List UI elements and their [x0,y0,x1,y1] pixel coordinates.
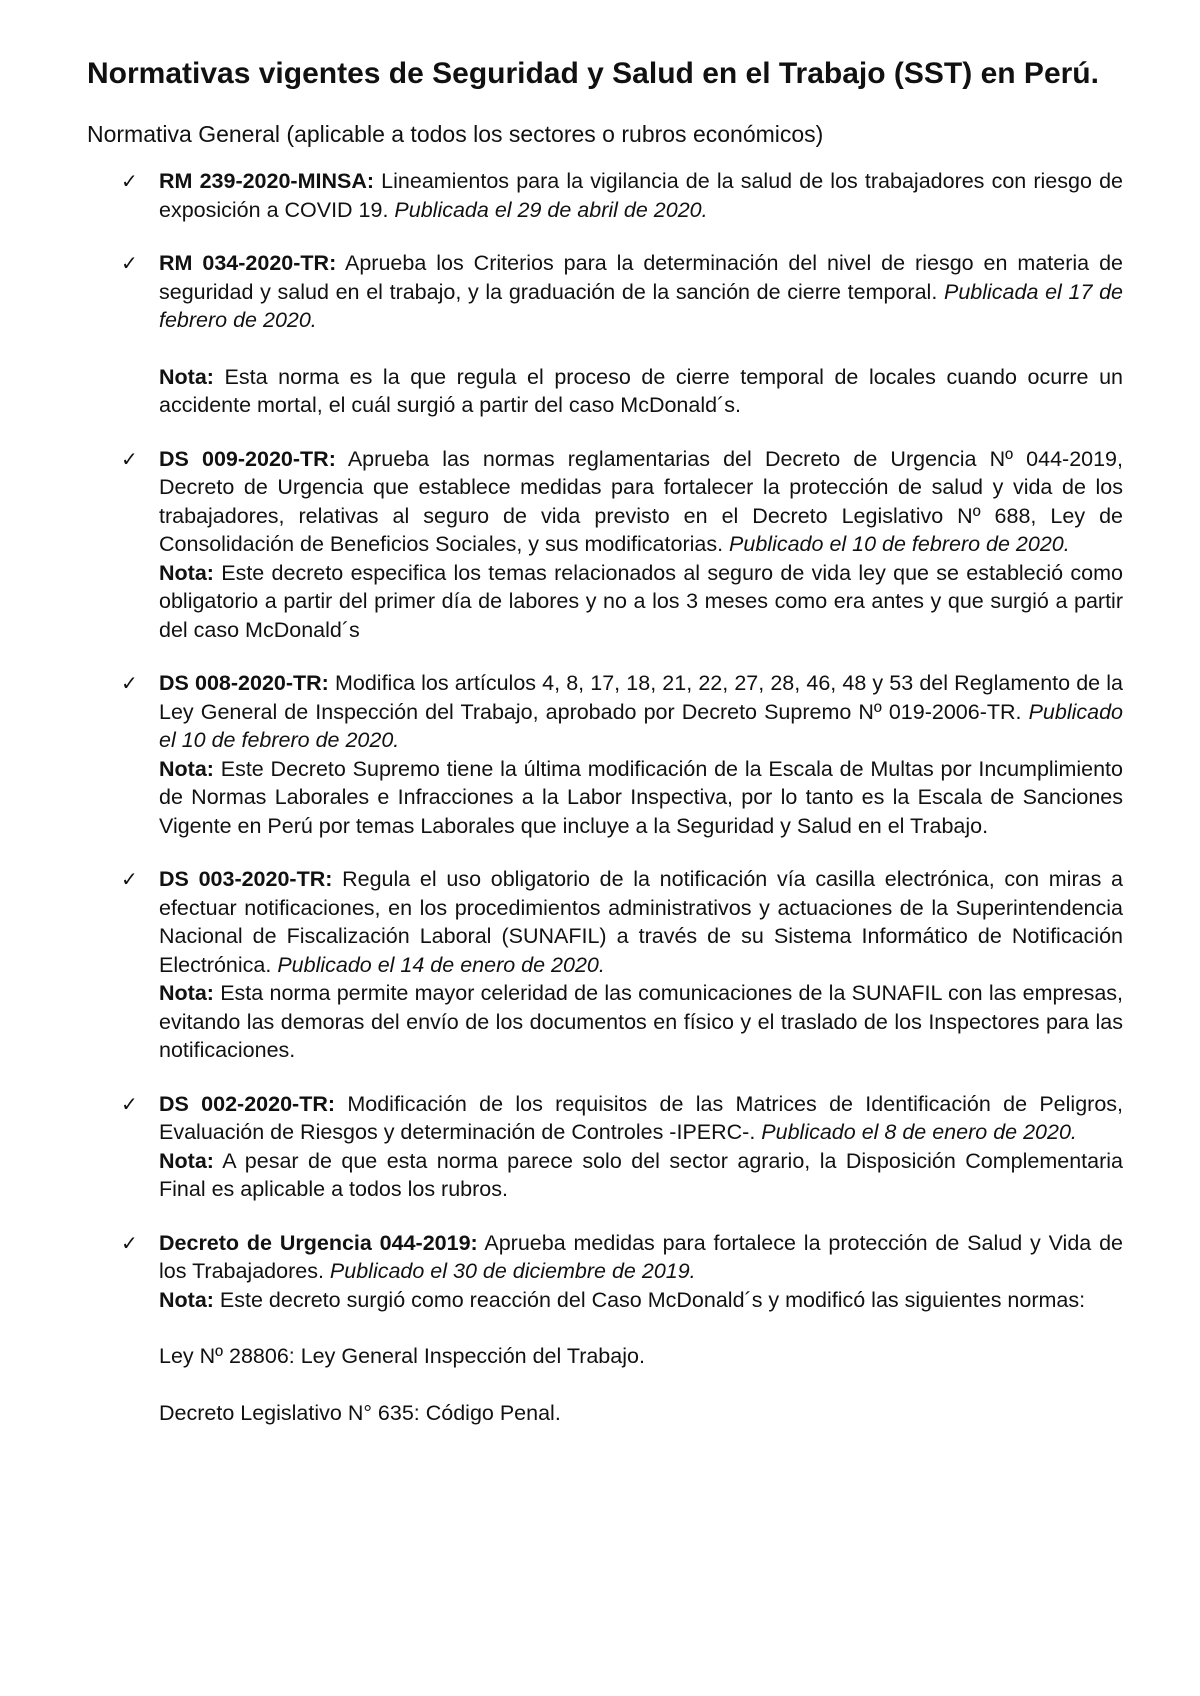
regulation-description [159,1090,1123,1147]
regulation-code: DS 009-2020-TR: [159,446,336,471]
regulation-item [87,1229,1123,1428]
regulation-description [159,865,1123,979]
regulation-note [159,1286,1123,1315]
publication-date: Publicado el 10 de febrero de 2020. [159,699,1123,752]
publication-date: Publicado el 14 de enero de 2020. [277,952,605,977]
regulation-item [87,669,1123,840]
regulation-description [159,249,1123,335]
note-label: Nota: [159,560,214,585]
regulation-note [159,1147,1123,1204]
note-text: Este Decreto Supremo tiene la última modificación de la Escala de Multas por Incumplimiento de Normas Laborales e Infracciones a la Labor Inspectiva, por lo tanto es la Escala de Sanciones Vigente en Perú por temas Laborales que incluye a la Seguridad y Salud en el Trabajo. [159,756,1123,838]
check-icon: ✓ [121,1091,138,1116]
note-text: Esta norma permite mayor celeridad de las comunicaciones de la SUNAFIL con las empresas, evitando las demoras del envío de los documentos en físico y el traslado de los Inspectores para las notificaciones. [159,981,1123,1062]
regulation-description [159,669,1123,755]
regulation-item [87,249,1123,420]
publication-date: Publicada el 29 de abril de 2020. [394,197,708,222]
regulation-list [87,167,1123,1427]
regulation-code: DS 003-2020-TR: [159,867,333,891]
note-text: A pesar de que esta norma parece solo del sector agrario, la Disposición Complementaria Final es aplicable a todos los rubros. [159,1148,1123,1201]
regulation-text: Aprueba los Criterios para la determinación del nivel de riesgo en materia de seguridad y salud en el trabajo, y la graduación de la sanción de cierre temporal. [159,251,1123,304]
note-label: Nota: [159,1287,214,1312]
publication-date: Publicado el 30 de diciembre de 2019. [329,1259,696,1283]
note-label: Nota: [159,364,214,389]
check-icon: ✓ [121,671,138,695]
note-text: Esta norma es la que regula el proceso de cierre temporal de locales cuando ocurre un accidente mortal, el cuál surgió a partir del caso McDonald´s. [159,364,1123,417]
regulation-code: RM 034-2020-TR: [159,251,337,275]
regulation-code: RM 239-2020-MINSA: [159,169,375,193]
document-subtitle: Normativa General (aplicable a todos los sectores o rubros económicos) [87,121,824,147]
check-icon: ✓ [121,169,138,193]
regulation-code: DS 002-2020-TR: [159,1091,336,1116]
regulation-text: Regula el uso obligatorio de la notificación vía casilla electrónica, con miras a efectuar notificaciones, en los procedimientos administrativos y actuaciones de la Superintendencia Nacional de Fiscalización Laboral (SUNAFIL) a través de su Sistema Informático de Notificación Electrónica. [159,867,1123,977]
note-text: Este decreto surgió como reacción del Caso McDonald´s y modificó las siguientes normas: [213,1287,1086,1312]
document-title: Normativas vigentes de Seguridad y Salud en el Trabajo (SST) en Perú. [87,57,1099,90]
regulation-code: Decreto de Urgencia 044-2019: [159,1230,478,1255]
note-label: Nota: [159,1148,214,1173]
regulation-item [87,1090,1123,1204]
note-label: Nota: [159,981,214,1005]
regulation-text: Aprueba las normas reglamentarias del Decreto de Urgencia Nº 044-2019, Decreto de Urgencia que establece medidas para fortalecer la protección de salud y vida de los trabajadores, relativas al seguro de vida previsto en el Decreto Legislativo Nº 688, Ley de Consolidación de Beneficios Sociales, y sus modificatorias. [159,446,1123,556]
check-icon: ✓ [121,1230,138,1255]
regulation-note [159,559,1123,645]
regulation-note [159,979,1123,1065]
regulation-description [159,1229,1123,1286]
regulation-description [159,445,1123,559]
modified-law: Ley Nº 28806: Ley General Inspección del Trabajo. [159,1344,645,1368]
note-label: Nota: [159,756,214,781]
regulation-text: Modifica los artículos 4, 8, 17, 18, 21, 22, 27, 28, 46, 48 y 53 del Reglamento de la Ley General de Inspección del Trabajo, aprobado por Decreto Supremo Nº 019-2006-TR. [159,671,1123,724]
check-icon: ✓ [121,251,138,275]
modified-law: Decreto Legislativo N° 635: Código Penal. [159,1400,561,1425]
regulation-code: DS 008-2020-TR: [159,671,329,695]
regulation-note [159,363,1123,420]
publication-date: Publicado el 10 de febrero de 2020. [729,532,1070,556]
regulation-text: Lineamientos para la vigilancia de la salud de los trabajadores con riesgo de exposición a COVID 19. [159,169,1123,222]
regulation-description [159,167,1123,224]
regulation-note [159,755,1123,841]
regulation-item [87,865,1123,1065]
check-icon: ✓ [121,867,138,891]
regulation-item [87,167,1123,224]
publication-date: Publicada el 17 de febrero de 2020. [159,279,1123,332]
regulation-text: Modificación de los requisitos de las Matrices de Identificación de Peligros, Evaluación de Riesgos y determinación de Controles -IPERC-. [159,1091,1123,1144]
publication-date: Publicado el 8 de enero de 2020. [761,1120,1077,1144]
check-icon: ✓ [121,446,138,471]
regulation-item [87,445,1123,645]
note-text: Este decreto especifica los temas relacionados al seguro de vida ley que se estableció como obligatorio a partir del primer día de labores y no a los 3 meses como era antes y que surgió a partir del caso McDonald´s [159,560,1123,642]
regulation-text: Aprueba medidas para fortalece la protección de Salud y Vida de los Trabajadores. [159,1230,1124,1283]
document-page [87,56,1123,1452]
